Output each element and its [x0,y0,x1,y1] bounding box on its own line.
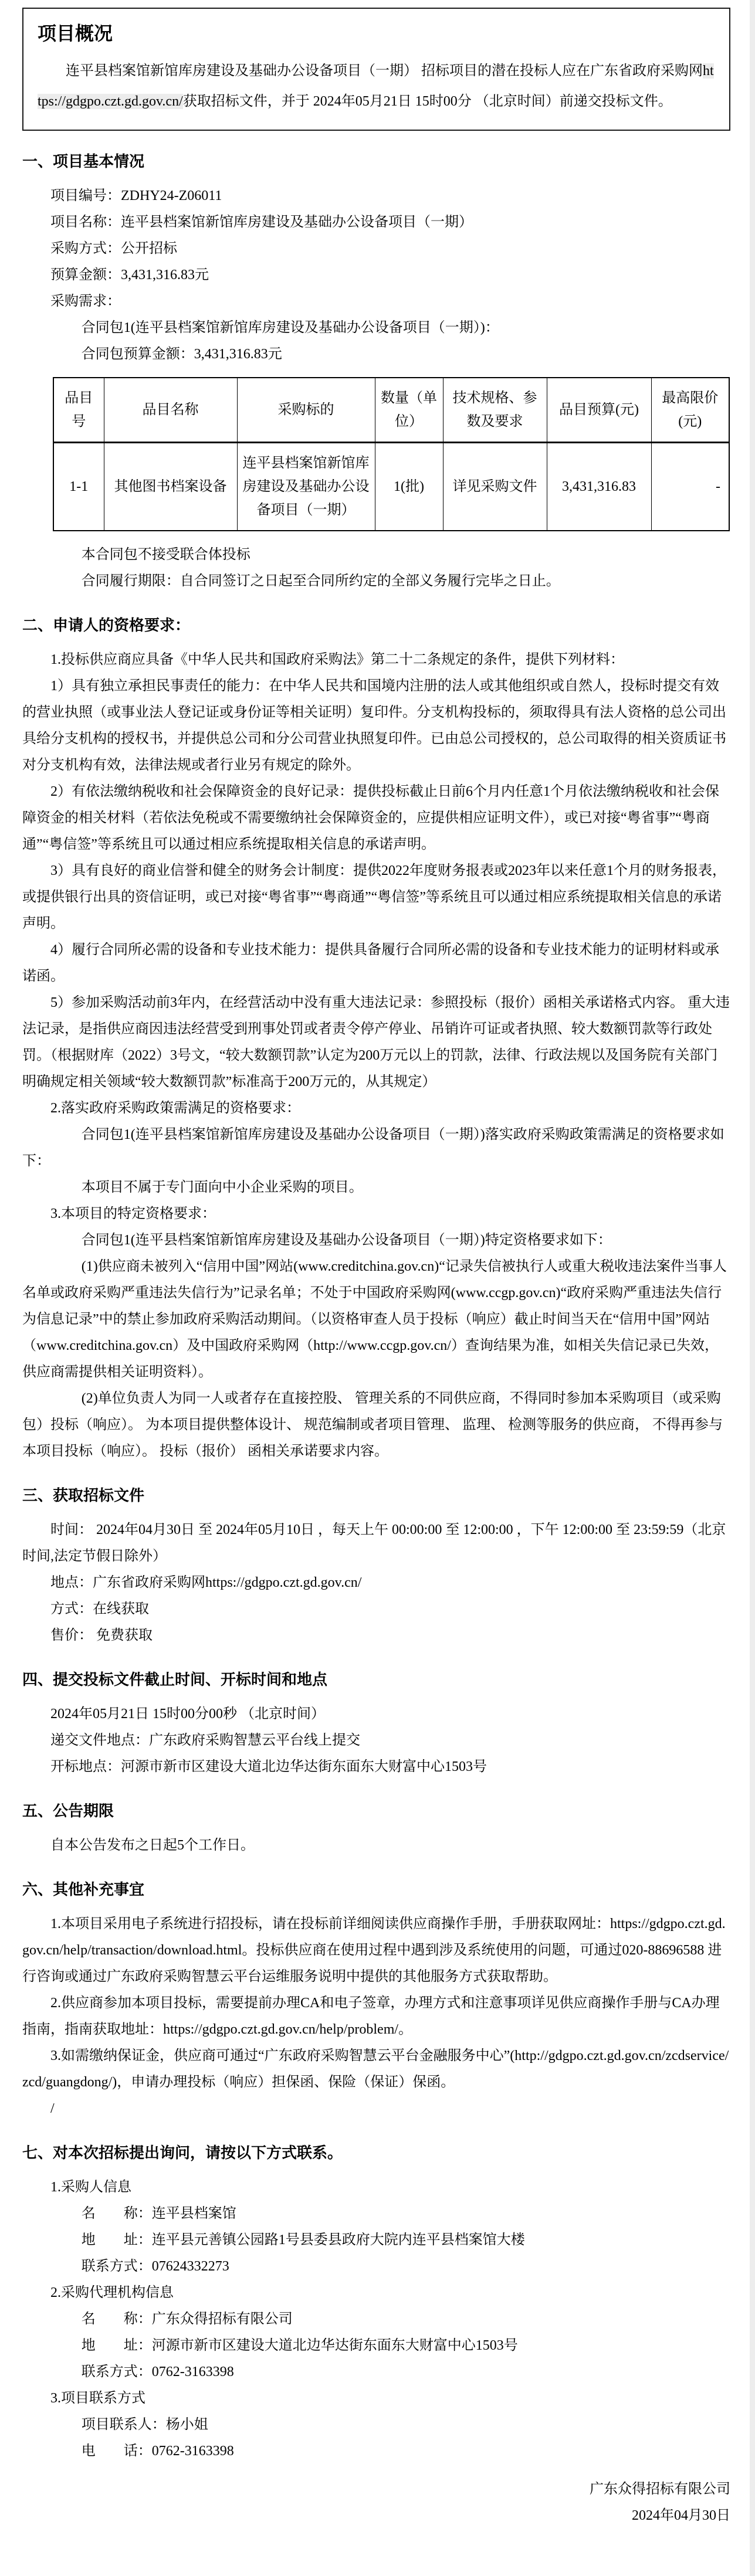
overview-text-before-url: 连平县档案馆新馆库房建设及基础办公设备项目（一期） 招标项目的潜在投标人应在广东省政府采购网 [66,63,703,79]
section-obtain-heading: 三、获取招标文件 [22,1487,145,1504]
other-para-slash: / [50,2101,55,2116]
purchaser-address: 地 址：连平县元善镇公园路1号县委县政府大院内连平县档案馆大楼 [81,2232,525,2248]
obtain-time: 时间： 2024年04月30日 至 2024年05月10日 ，每天上午 00:00:00 至 12:00:00 ，下午 12:00:00 至 23:59:59（北京时间,法定节假日除外） [22,1522,726,1564]
qualification-para-1-4: 4）履行合同所必需的设备和专业技术能力：提供具备履行合同所必需的设备和专业技术能力的证明材料或承诺函。 [22,942,719,984]
qualification-para-2: 2.落实政府采购政策需满足的资格要求： [50,1101,300,1116]
qualification-para-1-5: 5）参加采购活动前3年内，在经营活动中没有重大违法记录：参照投标（报价）函相关承诺格式内容。 重大违法记录，是指供应商因违法经营受到刑事处罚或者责令停产停业、吊销许可证或者执照、较大数额罚款等行政处罚。（根据财库（2022）3号文，“较大数额罚款”认定为200万元以上的罚款，法律、行政法规以及国务院有关部门明确规定相关领域“较大数额罚款”标准高于200万元的，从其规定） [22,995,730,1090]
qualification-para-1-2: 2）有依法缴纳税收和社会保障资金的良好记录：提供投标截止日前6个月内任意1个月依法缴纳税收和社会保障资金的相关材料（若依法免税或不需要缴纳社会保障资金的，应提供相应证明文件），或已对接“粤省事”“粤商通”“粤信签”等系统且可以通过相应系统提取相关信息的承诺声明。 [22,784,719,852]
project-contact-person: 项目联系人：杨小姐 [81,2417,208,2432]
col-tech-spec: 技术规格、参数及要求 [443,378,547,443]
deadline-time: 2024年05月21日 15时00分00秒 （北京时间） [50,1706,325,1722]
project-contact-phone: 电 话：0762-3163398 [81,2443,234,2459]
section-basic-heading: 一、项目基本情况 [22,153,145,170]
col-max-price: 最高限价(元) [651,378,729,443]
other-para-1: 1.本项目采用电子系统进行招投标，请在投标前详细阅读供应商操作手册，手册获取网址：https://gdgpo.czt.gd.gov.cn/help/transaction/download.html。投标供应商在使用过程中遇到涉及系统使用的问题，可通过020-88696588 进行咨询或通过广东政府采购智慧云平台运维服务说明中提供的其他服务方式获取帮助。 [22,1916,726,1984]
signature-company: 广东众得招标有限公司 [590,2482,730,2497]
scrollbar[interactable] [750,0,755,2576]
col-item-name: 品目名称 [104,378,237,443]
section-deadline-heading: 四、提交投标文件截止时间、开标时间和地点 [22,1671,328,1688]
field-procurement-method: 采购方式：公开招标 [50,241,177,256]
field-demand-label: 采购需求： [50,294,121,309]
col-item-no: 品目号 [53,378,104,443]
qualification-para-1-1: 1）具有独立承担民事责任的能力：在中华人民共和国境内注册的法人或其他组织或自然人，投标时提交有效的营业执照（或事业法人登记证或身份证等相关证明）复印件。分支机构投标的，须取得具有法人资格的总公司出具给分支机构的授权书，并提供总公司和分公司营业执照复印件。已由总公司授权的，总公司取得的相关资质证书对分支机构有效，法律法规或者行业另有规定的除外。 [22,678,726,773]
section-other-heading: 六、其他补充事宜 [22,1881,145,1898]
field-project-number: 项目编号：ZDHY24-Z06011 [50,188,222,203]
procurement-site-link[interactable]: https://gdgpo.czt.gd.gov.cn/ [38,63,714,109]
agency-name: 名 称：广东众得招标有限公司 [81,2312,293,2327]
note-no-joint-bid: 本合同包不接受联合体投标 [81,547,250,562]
package-title: 合同包1(连平县档案馆新馆库房建设及基础办公设备项目（一期）)： [81,320,499,335]
qualification-para-2-sme: 本项目不属于专门面向中小企业采购的项目。 [81,1180,363,1195]
field-budget-amount: 预算金额：3,431,316.83元 [50,267,209,283]
col-subject: 采购标的 [237,378,375,443]
obtain-place: 地点：广东省政府采购网https://gdgpo.czt.gd.gov.cn/ [50,1575,362,1590]
table-row [53,443,729,531]
project-contact-label: 3.项目联系方式 [50,2391,145,2406]
qualification-para-1: 1.投标供应商应具备《中华人民共和国政府采购法》第二十二条规定的条件，提供下列材料： [50,652,624,667]
cell-tech-spec: 详见采购文件 [443,443,547,531]
cell-max-price: - [651,443,729,531]
qualification-para-3: 3.本项目的特定资格要求： [50,1206,216,1221]
qualification-para-3-conflict: (2)单位负责人为同一人或者存在直接控股、 管理关系的不同供应商，不得同时参加本采购项目（或采购包）投标（响应）。 为本项目提供整体设计、 规范编制或者项目管理、 监理、 检测等服务的供应商， 不得再参与本项目投标（响应）。 投标（报价） 函相关承诺要求内容。 [22,1391,723,1459]
obtain-method: 方式：在线获取 [50,1601,149,1617]
qualification-para-1-3: 3）具有良好的商业信誉和健全的财务会计制度：提供2022年度财务报表或2023年以来任意1个月的财务报表，或提供银行出具的资信证明，或已对接“粤省事”“粤商通”“粤信签”等系统且可以通过相应系统提取相关信息的承诺声明。 [22,863,726,931]
obtain-price: 售价： 免费获取 [50,1628,153,1643]
cell-quantity: 1(批) [375,443,443,531]
cell-item-name: 其他图书档案设备 [104,443,237,531]
field-project-name: 项目名称：连平县档案馆新馆库房建设及基础办公设备项目（一期） [50,215,473,230]
section-contact-heading: 七、对本次招标提出询问，请按以下方式联系。 [22,2144,343,2161]
other-para-2: 2.供应商参加本项目投标，需要提前办理CA和电子签章，办理方式和注意事项详见供应商操作手册与CA办理指南，指南获取地址：https://gdgpo.czt.gd.gov.cn/help/problem/。 [22,1995,720,2037]
qualification-para-3-package: 合同包1(连平县档案馆新馆库房建设及基础办公设备项目（一期）)特定资格要求如下： [81,1233,612,1248]
deadline-submit-place: 递交文件地点：广东政府采购智慧云平台线上提交 [50,1733,360,1748]
purchaser-label: 1.采购人信息 [50,2180,131,2195]
other-para-3: 3.如需缴纳保证金，供应商可通过“广东政府采购智慧云平台金融服务中心”(http://gdgpo.czt.gd.gov.cn/zcdservice/zcd/guangdong/)，申请办理投标（响应）担保函、保险（保证）保函。 [22,2048,729,2090]
overview-title: 项目概况 [38,23,113,44]
deadline-open-place: 开标地点：河源市新市区建设大道北边华达街东面东大财富中心1503号 [50,1759,487,1774]
qualification-para-3-credit: (1)供应商未被列入“信用中国”网站(www.creditchina.gov.cn)“记录失信被执行人或重大税收违法案件当事人名单或政府采购严重违法失信行为”记录名单；不处于中国政府采购网(www.ccgp.gov.cn)“政府采购严重违法失信行为信息记录”中的禁止参加政府采购活动期间。（以资格审查人员于投标（响应）截止时间当天在“信用中国”网站（www.creditchina.gov.cn）及中国政府采购网（http://www.ccgp.gov.cn/）查询结果为准，如相关失信记录已失效，供应商需提供相关证明资料）。 [22,1259,727,1380]
cell-item-budget: 3,431,316.83 [547,443,651,531]
cell-subject: 连平县档案馆新馆库房建设及基础办公设备项目（一期） [237,443,375,531]
cell-item-no: 1-1 [53,443,104,531]
col-item-budget: 品目预算(元) [547,378,651,443]
signature-date: 2024年04月30日 [632,2508,730,2523]
agency-label: 2.采购代理机构信息 [50,2285,174,2300]
overview-text-after-url: 获取招标文件，并于 2024年05月21日 15时00分 （北京时间）前递交投标文件。 [182,94,672,109]
col-quantity: 数量（单位） [375,378,443,443]
agency-address: 地 址：河源市新市区建设大道北边华达街东面东大财富中心1503号 [81,2338,518,2353]
procurement-items-table [53,377,730,531]
note-contract-term: 合同履行期限：自合同签订之日起至合同所约定的全部义务履行完毕之日止。 [81,573,560,589]
overview-paragraph [38,56,715,117]
table-header-row [53,378,729,443]
signature-block [22,2476,730,2529]
agency-phone: 联系方式：0762-3163398 [81,2364,234,2380]
period-text: 自本公告发布之日起5个工作日。 [50,1838,255,1853]
section-period-heading: 五、公告期限 [22,1803,114,1820]
qualification-para-2-package: 合同包1(连平县档案馆新馆库房建设及基础办公设备项目（一期）)落实政府采购政策需满足的资格要求如下： [22,1127,724,1169]
purchaser-phone: 联系方式：07624332273 [81,2259,229,2274]
section-qualification-heading: 二、申请人的资格要求： [22,617,191,634]
purchaser-name: 名 称：连平县档案馆 [81,2206,236,2221]
project-overview-box [22,8,730,131]
package-budget: 合同包预算金额：3,431,316.83元 [81,347,282,362]
